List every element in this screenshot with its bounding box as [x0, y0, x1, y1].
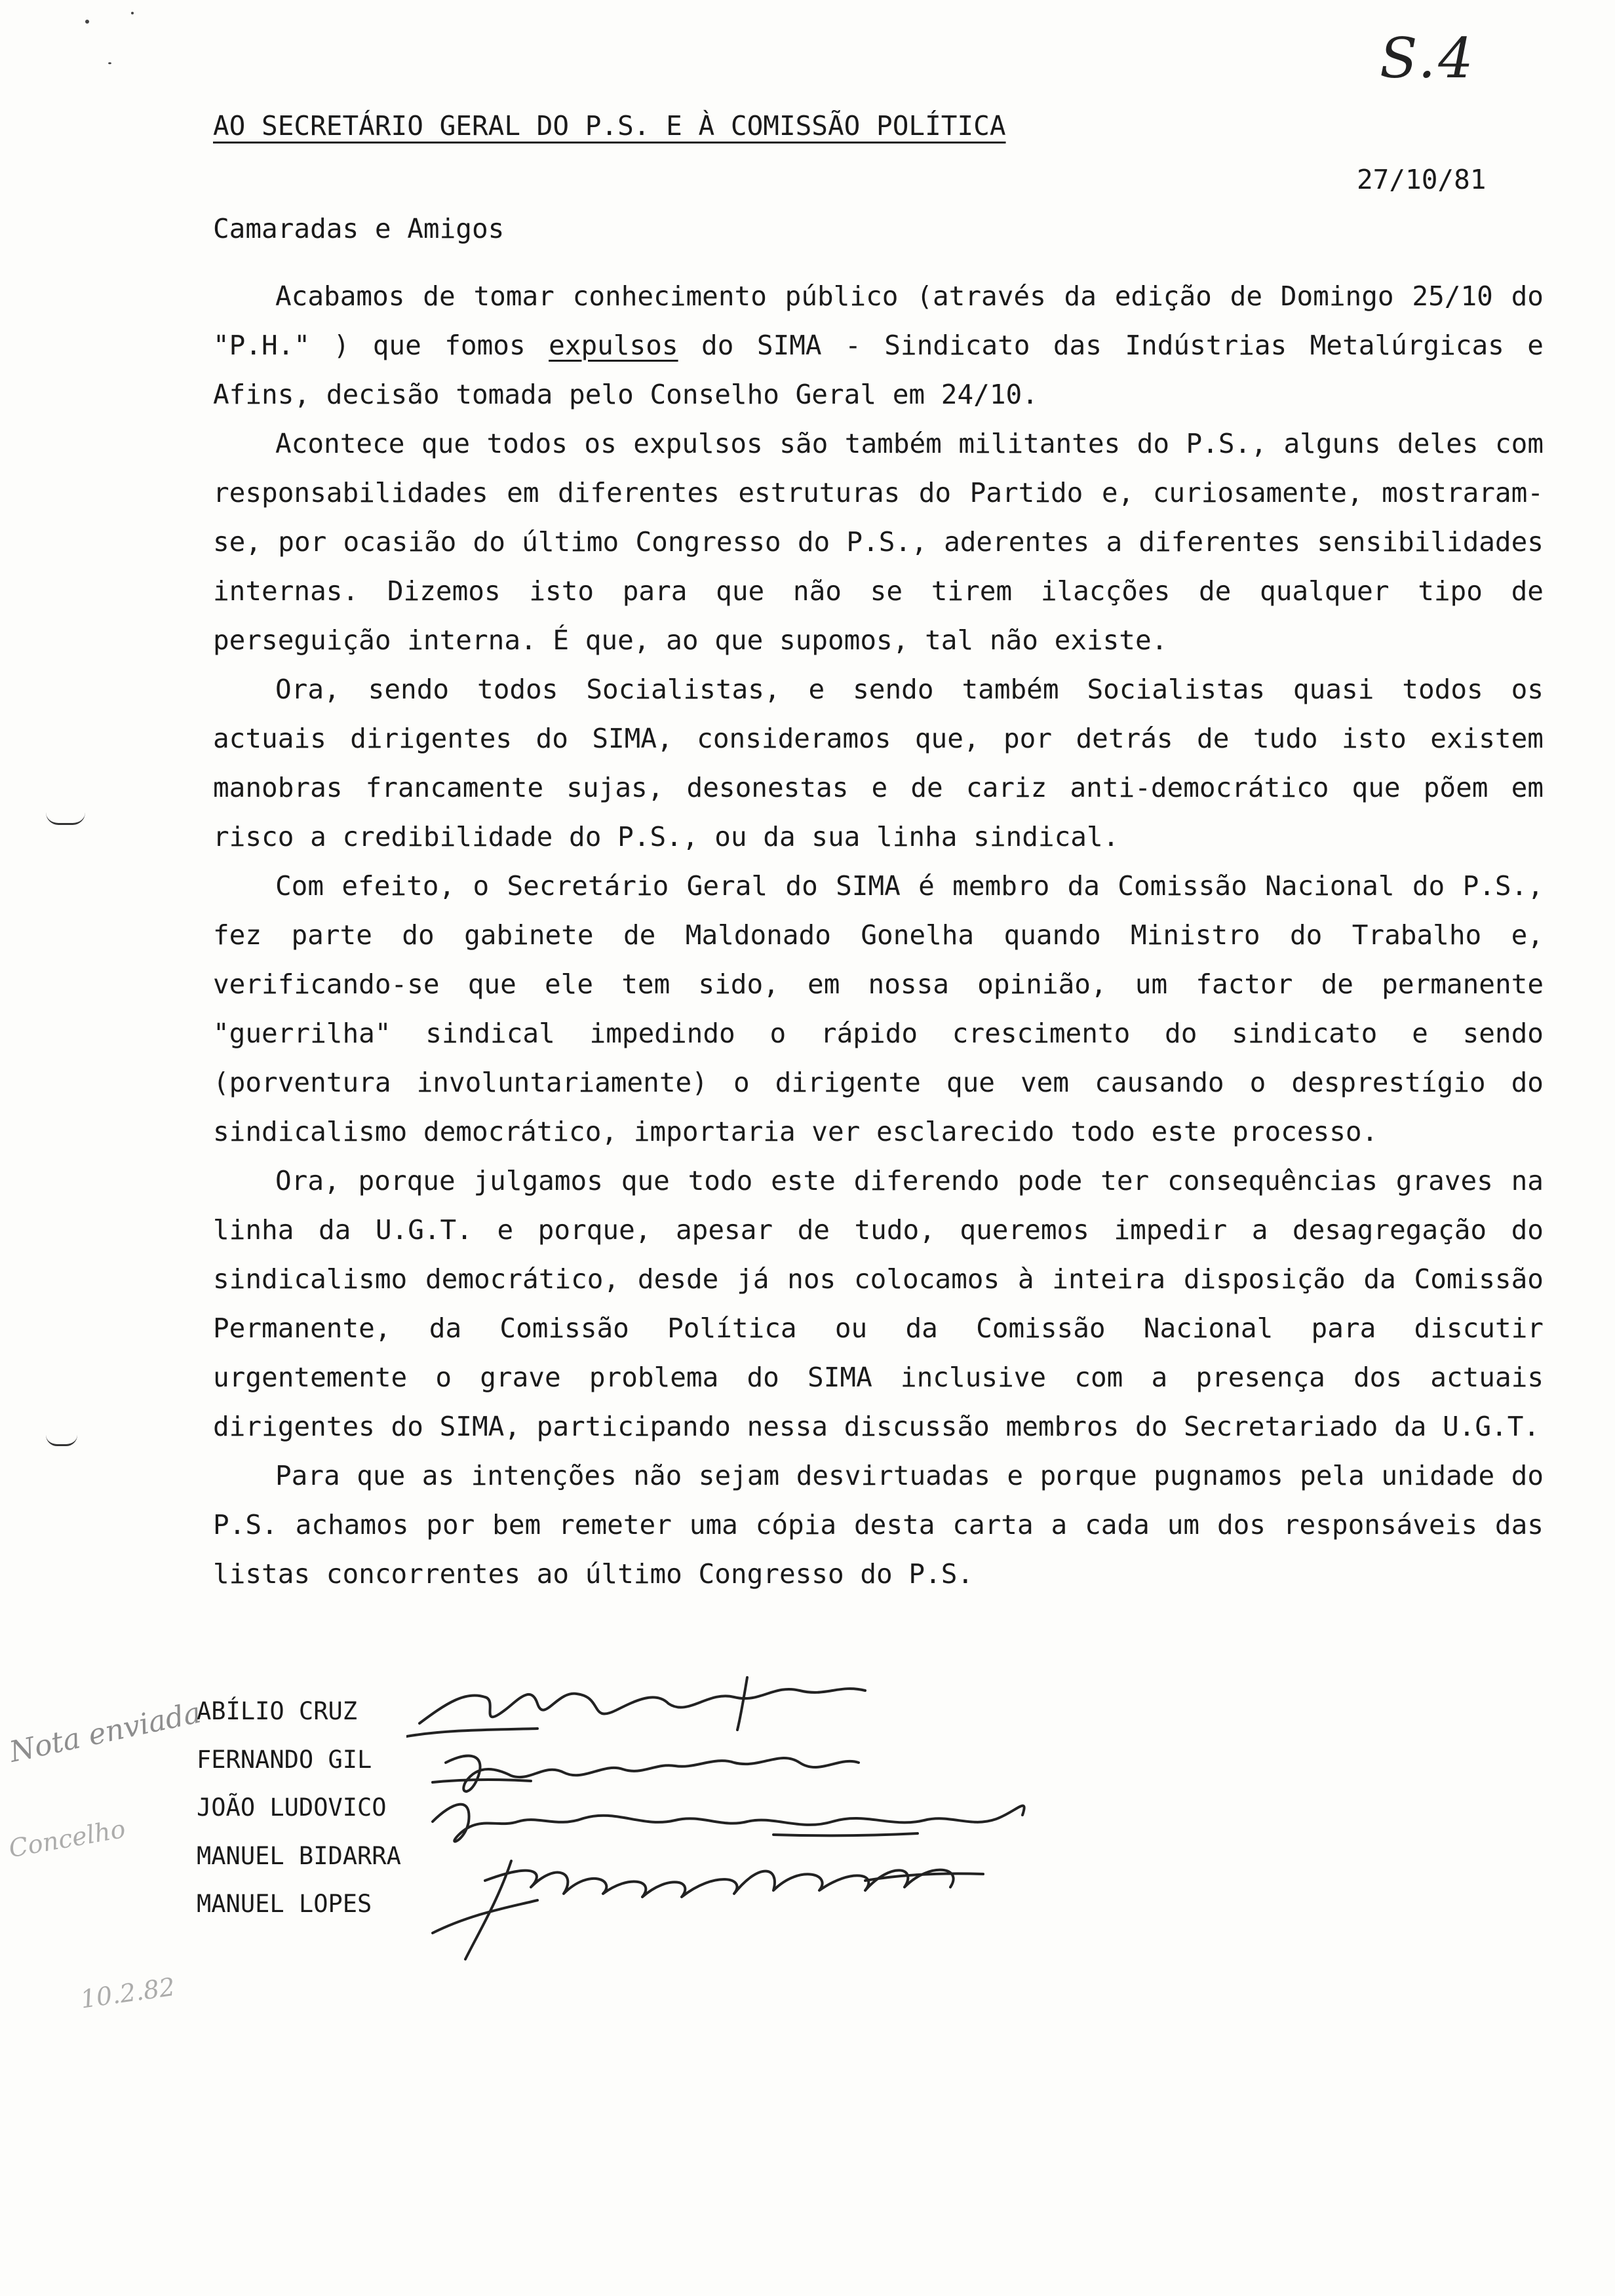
margin-note: Concelho [7, 1814, 128, 1864]
punch-hole-mark [46, 813, 85, 825]
letter-heading: AO SECRETÁRIO GERAL DO P.S. E À COMISSÃO POLÍTICA [213, 110, 1006, 142]
paper-speck [108, 62, 111, 64]
signatory-name: MANUEL LOPES [197, 1890, 372, 1918]
page-number: S.4 [1380, 26, 1476, 90]
salutation: Camaradas e Amigos [213, 213, 505, 244]
signature-stroke-fernando [446, 1756, 859, 1791]
paper-speck [85, 20, 89, 24]
paragraph-6: Para que as intenções não sejam desvirtuadas e porque pugnamos pela unidade do P.S. achamos por bem remeter uma cópia desta carta a cada um dos responsáveis das listas concorrentes ao último Congresso do P.S. [213, 1460, 1544, 1590]
paragraph-1-emphasis: expulsos [549, 330, 678, 361]
signatory-list [197, 1687, 401, 1928]
signatory-name: FERNANDO GIL [197, 1745, 372, 1774]
handwritten-signatures [406, 1664, 1160, 1972]
signature-stroke-bidarra [465, 1861, 954, 1959]
paper-speck [131, 12, 134, 14]
signatory-name: MANUEL BIDARRA [197, 1841, 401, 1870]
signatory-name: JOÃO LUDOVICO [197, 1793, 387, 1822]
margin-note-date: 10.2.82 [79, 1972, 177, 2014]
letter-body [213, 272, 1544, 1599]
paragraph-3: Ora, sendo todos Socialistas, e sendo também Socialistas quasi todos os actuais dirigentes do SIMA, consideramos que, por detrás de tudo isto existem manobras francamente sujas, desonestas e de cariz anti-democrático que põem em risco a credibilidade do P.S., ou da sua linha sindical. [213, 674, 1544, 852]
paragraph-4: Com efeito, o Secretário Geral do SIMA é membro da Comissão Nacional do P.S., fez parte do gabinete de Maldonado Gonelha quando Ministro do Trabalho e, verificando-se que ele tem sido, em nossa opinião, um factor de permanente "guerrilha" sindical impedindo o rápido crescimento do sindicato e sendo (porventura involuntariamente) o dirigente que vem causando o desprestígio do sindicalismo democrático, importaria ver esclarecido todo este processo. [213, 870, 1544, 1147]
letter-date: 27/10/81 [1357, 164, 1487, 195]
margin-note: Nota enviada [7, 1696, 204, 1769]
paragraph-1-text-start: Acabamos de tomar conhecimento público (através da edição de Domingo 25/10 do "P.H." ) que fomos [213, 280, 1544, 361]
signature-stroke-abilio [419, 1689, 865, 1723]
signature-stroke-joao [433, 1805, 1024, 1842]
signatory-name: ABÍLIO CRUZ [197, 1697, 358, 1725]
paragraph-2: Acontece que todos os expulsos são também militantes do P.S., alguns deles com responsabilidades em diferentes estruturas do Partido e, curiosamente, mostraram-se, por ocasião do último Congresso do P.S., aderentes a diferentes sensibilidades internas. Dizemos isto para que não se tirem ilacções de qualquer tipo de perseguição interna. É que, ao que supomos, tal não existe. [213, 428, 1544, 656]
punch-hole-mark [46, 1435, 77, 1446]
paragraph-1 [213, 272, 1544, 419]
paragraph-1-text-end: do SIMA - Sindicato das Indústrias Metalúrgicas e Afins, decisão tomada pelo Conselho Geral em 24/10. [213, 330, 1544, 410]
paragraph-5: Ora, porque julgamos que todo este diferendo pode ter consequências graves na linha da U.G.T. e porque, apesar de tudo, queremos impedir a desagregação do sindicalismo democrático, desde já nos colocamos à inteira disposição da Comissão Permanente, da Comissão Política ou da Comissão Nacional para discutir urgentemente o grave problema do SIMA inclusive com a presença dos actuais dirigentes do SIMA, participando nessa discussão membros do Secretariado da U.G.T. [213, 1165, 1544, 1442]
